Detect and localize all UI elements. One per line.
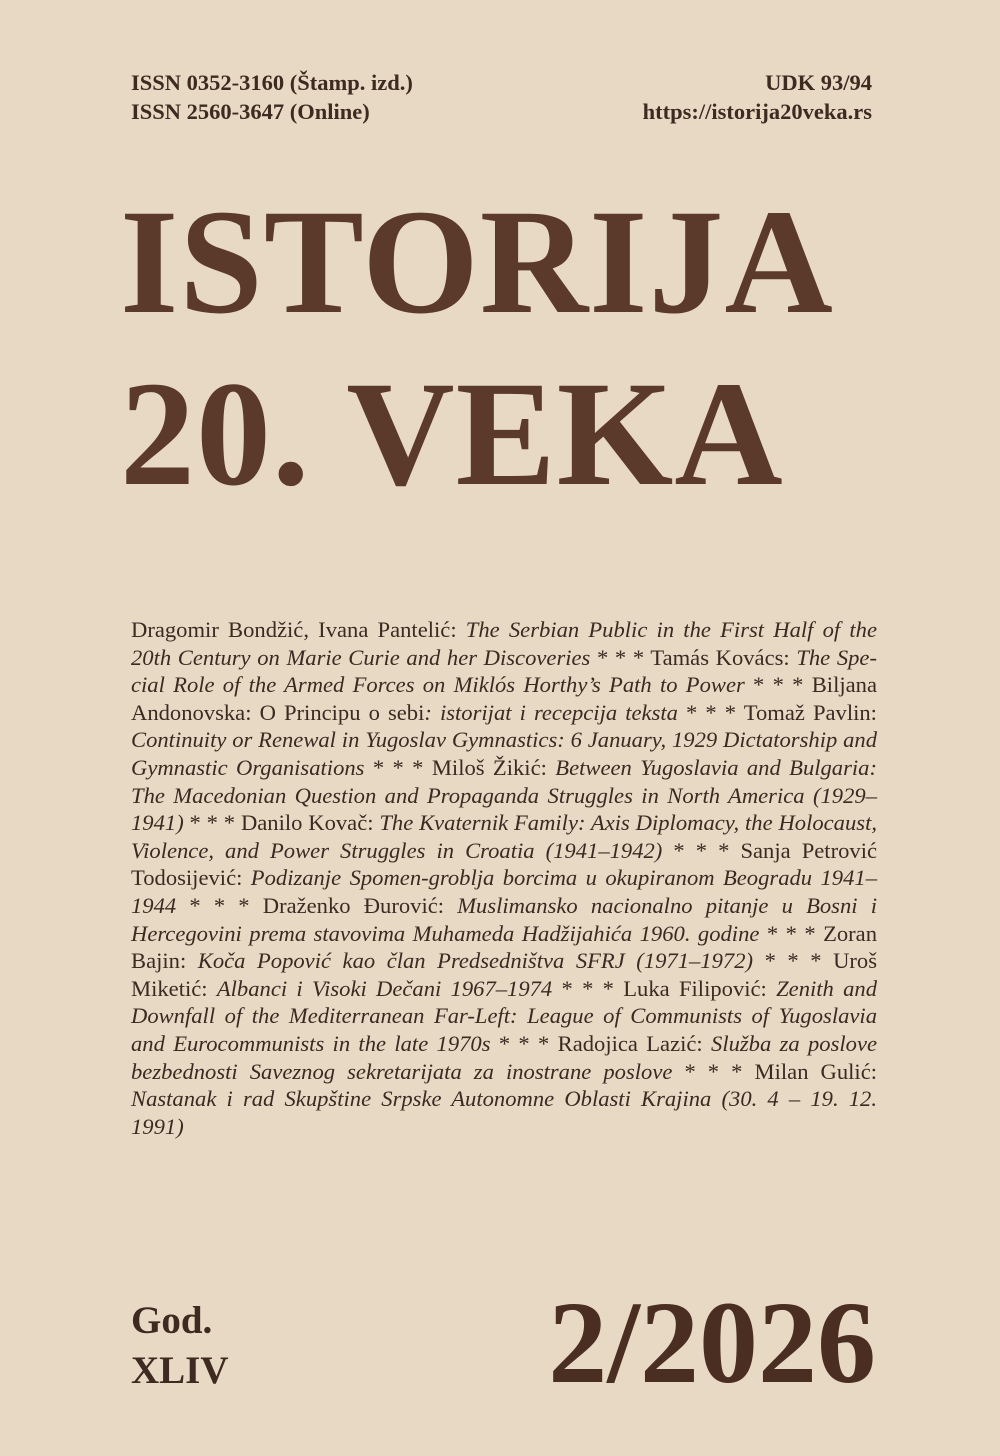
article-author: Danilo Kovač: [240,810,380,836]
issn-print: ISSN 0352-3160 (Štamp. izd.) [131,70,413,95]
entry-separator: * * * [744,672,812,698]
article-author: Milan Gulić: [754,1058,878,1084]
article-author: Tamás Kovács: [650,644,797,670]
udk-code: UDK 93/94 [765,70,872,95]
issn-block [131,68,413,126]
title-line-1: ISTORIJA [120,179,834,345]
article-title: Muslimansko nacionalno pitanje u Bosni i Hercegovini prema stavovima Muhameda Hadžijahića 1960. godine [131,892,877,946]
entry-separator: * * * [672,1058,755,1084]
volume-block [131,1296,229,1396]
article-title: Albanci i Visoki Dečani 1967–1974 [216,975,553,1001]
article-title: : istorijat i recepcija teksta [424,699,678,725]
entry-separator: * * * [364,754,432,780]
issn-online: ISSN 2560-3647 (Online) [131,99,370,124]
article-title: The Kvaternik Family: Axis Diplomacy, the Holocaust, Violence, and Power Struggles in Croatia (1941–1942) [131,810,877,863]
article-author: Biljana Andonovska: O Principu o sebi [131,672,877,725]
article-author: Luka Filipović: [623,975,777,1001]
entry-separator: * * * [183,810,241,836]
entry-separator: * * * [677,699,744,725]
udk-block [643,68,872,126]
god-label: God. [131,1299,213,1342]
title-line-2: 20. VEKA [120,351,784,517]
article-title: Between Yugoslavia and Bulgaria: The Macedonian Question and Propaganda Struggles in North America (1929–1941) [131,754,877,836]
article-title: Koča Popović kao član Predsedništva SFRJ (1971–1972) [197,948,754,974]
table-of-contents [131,616,877,1140]
journal-url: https://istorija20veka.rs [642,99,872,124]
entry-separator: * * * [490,1030,558,1056]
article-title: Služba za poslove bezbednosti Saveznog sekretarijata za inostrane poslove [131,1030,877,1084]
article-title: Continuity or Renewal in Yugoslav Gymnastics: 6 January, 1929 Dictatorship and Gymnastic Organisations [131,727,877,780]
article-title: The Serbian Public in the First Half of the 20th Century on Marie Curie and her Discoveries [131,617,877,670]
article-author: Sanja Petrović Todosijević: [131,837,877,891]
issue-number: 2/2026 [548,1277,876,1408]
article-author: Zoran Bajin: [131,920,878,974]
journal-title [120,176,890,520]
article-title: Podizanje Spomen-groblja borcima u okupiranom Beogradu 1941–1944 [131,865,877,918]
article-author: Dragomir Bondžić, Ivana Pantelić: [131,617,466,642]
entry-separator: * * * [662,837,741,863]
volume-number: XLIV [131,1349,229,1392]
entry-separator: * * * [759,920,824,946]
entry-separator: * * * [753,948,834,974]
article-author: Tomaž Pavlin: [743,699,877,725]
article-title: The Special Role of the Armed Forces on Miklós Horthy’s Path to Power [131,644,877,698]
article-author: Miloš Žikić: [431,754,556,780]
entry-separator: * * * [552,975,624,1001]
entry-separator: * * * [590,644,651,670]
article-title: Zenith and Downfall of the Mediterranean Far-Left: League of Communists of Yugoslavia and Eurocommunists in the late 1970s [131,975,878,1056]
article-author: Radojica Lazić: [557,1030,712,1056]
article-title: Nastanak i rad Skupštine Srpske Autonomne Oblasti Krajina (30. 4 – 19. 12. 1991) [131,1086,877,1139]
article-author: Uroš Miketić: [131,948,877,1001]
entry-separator: * * * [176,892,263,918]
article-author: Draženko Đurović: [262,892,458,918]
